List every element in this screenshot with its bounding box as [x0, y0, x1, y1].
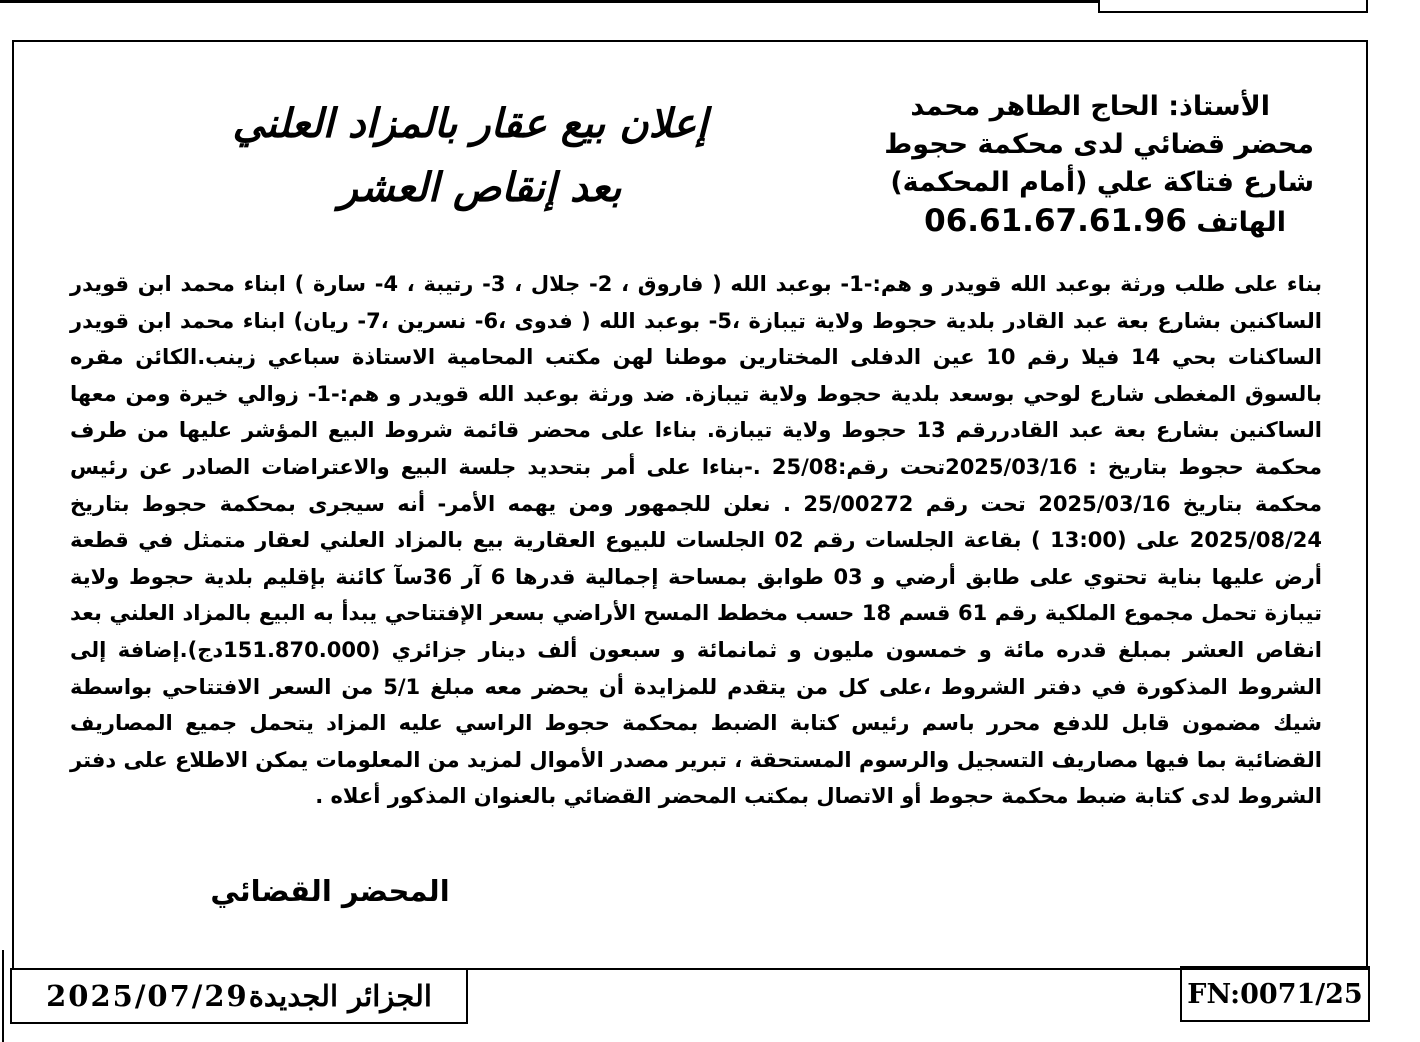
officer-name: الأستاذ: الحاج الطاهر محمد: [910, 91, 1270, 122]
title-line-1: إعلان بيع عقار بالمزاد العلني: [232, 100, 708, 147]
phone-number: 06.61.67.61.96: [924, 203, 1187, 239]
newspaper-box: [10, 968, 468, 1024]
top-rule: [0, 0, 1098, 3]
phone-label: الهاتف: [1196, 207, 1286, 238]
notice-body: بناء على طلب ورثة بوعبد الله قويدر و هم:-1- بوعبد الله ( فاروق ، 2- جلال ، 3- رتيبة ، 4- سارة ) ابناء محمد ابن قويدر الساكنين بشارع بعة عبد القادر بلدية حجوط ولاية تيبازة ،5- بوعبد الله ( فدوى ،6- نسرين ،7- ريان) ابناء محمد ابن قويدر الساكنات بحي 14 فيلا رقم 10 عين الدفلى المختارين موطنا لهن مكتب المحامية الاستاذة سباعي زينب.الكائن مقره بالسوق المغطى شارع لوحي بوسعد بلدية حجوط ولاية تيبازة. ضد ورثة بوعبد الله قويدر و هم:-1- زوالي خيرة ومن معها الساكنين بشارع بعة عبد القادررقم 13 حجوط ولاية تيبازة. بناءا على محضر قائمة شروط البيع المؤشر عليها من طرف محكمة حجوط بتاريخ : 2025/03/16تحت رقم:25/08 .-بناءا على أمر بتحديد جلسة البيع والاعتراضات الصادر عن رئيس محكمة بتاريخ 2025/03/16 تحت رقم 25/00272 . نعلن للجمهور ومن يهمه الأمر- أنه سيجرى بمحكمة حجوط بتاريخ 2025/08/24 على (13:00 ) بقاعة الجلسات رقم 02 الجلسات للبيوع العقارية بيع بالمزاد العلني لعقار متمثل في قطعة أرض عليها بناية تحتوي على طابق أرضي و 03 طوابق بمساحة إجمالية قدرها 6 آر 36سآ كائنة بإقليم بلدية حجوط ولاية تيبازة تحمل مجموع الملكية رقم 61 قسم 18 حسب مخطط المسح الأراضي بسعر الإفتتاحي يبدأ به البيع بالمزاد العلني بعد انقاص العشر بمبلغ قدره مائة و خمسون مليون و ثمانمائة و سبعون ألف دينار جزائري (151.870.000دج).إضافة إلى الشروط المذكورة في دفتر الشروط ،على كل من يتقدم للمزايدة أن يحضر معه مبلغ 5/1 من السعر الافتتاحي بواسطة شيك مضمون قابل للدفع محرر باسم رئيس كتابة الضبط بمحكمة حجوط الراسي عليه المزاد يتحمل جميع المصاريف القضائية بما فيها مصاريف التسجيل والرسوم المستحقة ، تبرير مصدر الأموال لمزيد من المعلومات يمكن الاطلاع على دفتر الشروط لدى كتابة ضبط محكمة حجوط أو الاتصال بمكتب المحضر القضائي بالعنوان المذكور أعلاه .: [70, 272, 1322, 809]
officer-phone: [794, 202, 1314, 242]
signature: المحضر القضائي: [210, 874, 450, 908]
notice-title: [150, 92, 790, 220]
publication-date: 2025/07/29: [46, 979, 249, 1013]
officer-title: محضر قضائي لدى محكمة حجوط: [884, 129, 1314, 160]
officer-address: شارع فتاكة علي (أمام المحكمة): [890, 167, 1314, 198]
fn-box: [1180, 966, 1370, 1022]
officer-block: [794, 88, 1314, 242]
top-corner-box: [1098, 0, 1368, 13]
fn-number: FN:0071/25: [1187, 978, 1363, 1010]
left-edge-rule: [2, 950, 4, 1042]
title-line-2: بعد إنقاص العشر: [338, 164, 622, 211]
newspaper-name: الجزائر الجديدة: [248, 979, 432, 1013]
